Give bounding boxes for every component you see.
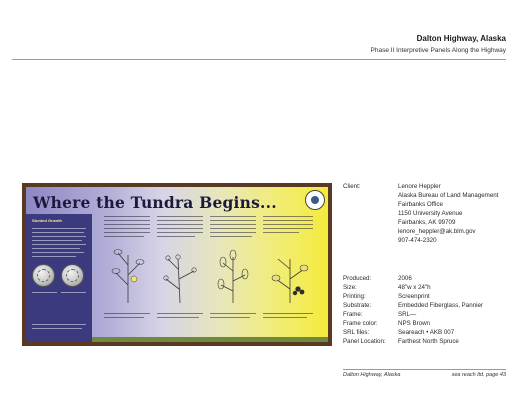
text-line [157, 232, 203, 233]
text-line [32, 328, 82, 329]
spec-label: Substrate: [343, 302, 372, 309]
plant-illustration [158, 245, 202, 305]
text-line [32, 244, 86, 245]
text-line [104, 220, 150, 221]
spec-value: Farthest North Spruce [398, 338, 459, 345]
text-line [157, 216, 203, 217]
text-line [32, 248, 80, 249]
panel-title: Where the Tundra Begins... [33, 193, 277, 212]
text-line [104, 313, 150, 314]
text-line [210, 313, 256, 314]
client-line: 1150 University Avenue [398, 210, 463, 217]
text-line [32, 256, 76, 257]
text-line [263, 228, 313, 229]
spec-label: SRL files: [343, 329, 370, 336]
text-line [263, 224, 313, 225]
text-line [157, 236, 195, 237]
text-line [157, 220, 203, 221]
spec-value: 2006 [398, 275, 412, 282]
page-subtitle: Phase II Interpretive Panels Along the Highway [370, 47, 506, 54]
text-line [263, 232, 299, 233]
text-line [157, 313, 203, 314]
spec-value: Screenprint [398, 293, 430, 300]
spec-label: Size: [343, 284, 357, 291]
spec-value: Seareach • AKB 007 [398, 329, 455, 336]
client-label: Client: [343, 183, 361, 190]
text-line [210, 228, 256, 229]
text-line [61, 292, 86, 293]
text-line [263, 220, 313, 221]
text-line [157, 228, 203, 229]
spec-label: Frame: [343, 311, 363, 318]
text-line [210, 232, 256, 233]
page-title: Dalton Highway, Alaska [416, 34, 506, 43]
sidebar-heading: Stunted Growth [32, 218, 62, 223]
text-line [104, 216, 150, 217]
text-line [210, 236, 252, 237]
text-line [210, 317, 250, 318]
text-line [263, 313, 313, 314]
text-line [104, 317, 144, 318]
plant-illustration [211, 245, 255, 305]
client-line: Fairbanks, AK 99709 [398, 219, 456, 226]
spec-label: Panel Location: [343, 338, 386, 345]
text-line [210, 224, 256, 225]
text-line [32, 324, 86, 325]
spec-value: Embedded Fiberglass, Pannier [398, 302, 483, 309]
text-line [157, 224, 203, 225]
panel-artwork-frame [22, 183, 332, 346]
plant-illustration [106, 245, 150, 305]
spec-label: Produced: [343, 275, 372, 282]
panel-artwork [26, 187, 328, 342]
text-line [104, 228, 150, 229]
text-line [263, 216, 313, 217]
tree-cross-section-image [32, 264, 55, 287]
text-line [157, 317, 199, 318]
spec-label: Printing: [343, 293, 366, 300]
spec-value: NPS Brown [398, 320, 430, 327]
plant-illustration [264, 245, 316, 305]
text-line [104, 224, 150, 225]
client-line: Alaska Bureau of Land Management [398, 192, 499, 199]
text-line [32, 252, 84, 253]
tree-cross-section-image [61, 264, 84, 287]
text-line [210, 216, 256, 217]
text-line [32, 236, 86, 237]
spec-value: 48"w x 24"h [398, 284, 431, 291]
client-line: Fairbanks Office [398, 201, 443, 208]
footer-project-name: Dalton Highway, Alaska [343, 372, 401, 378]
text-line [32, 240, 82, 241]
text-line [104, 236, 144, 237]
text-line [32, 228, 86, 229]
text-line [32, 232, 84, 233]
client-line: Lenore Heppler [398, 183, 441, 190]
text-line [104, 232, 150, 233]
footer-page-number: sea reach ltd. page 43 [451, 372, 506, 378]
panel-ground-band [92, 337, 328, 342]
spec-value: SRL— [398, 311, 417, 318]
blm-logo [305, 190, 325, 210]
client-email: lenore_heppler@ak.blm.gov [398, 228, 476, 235]
footer-divider [343, 369, 506, 370]
panel-sidebar [26, 214, 92, 342]
client-phone: 907-474-2320 [398, 237, 437, 244]
text-line [263, 317, 307, 318]
spec-label: Frame color: [343, 320, 378, 327]
text-line [210, 220, 256, 221]
text-line [32, 292, 57, 293]
header-divider [12, 59, 506, 60]
